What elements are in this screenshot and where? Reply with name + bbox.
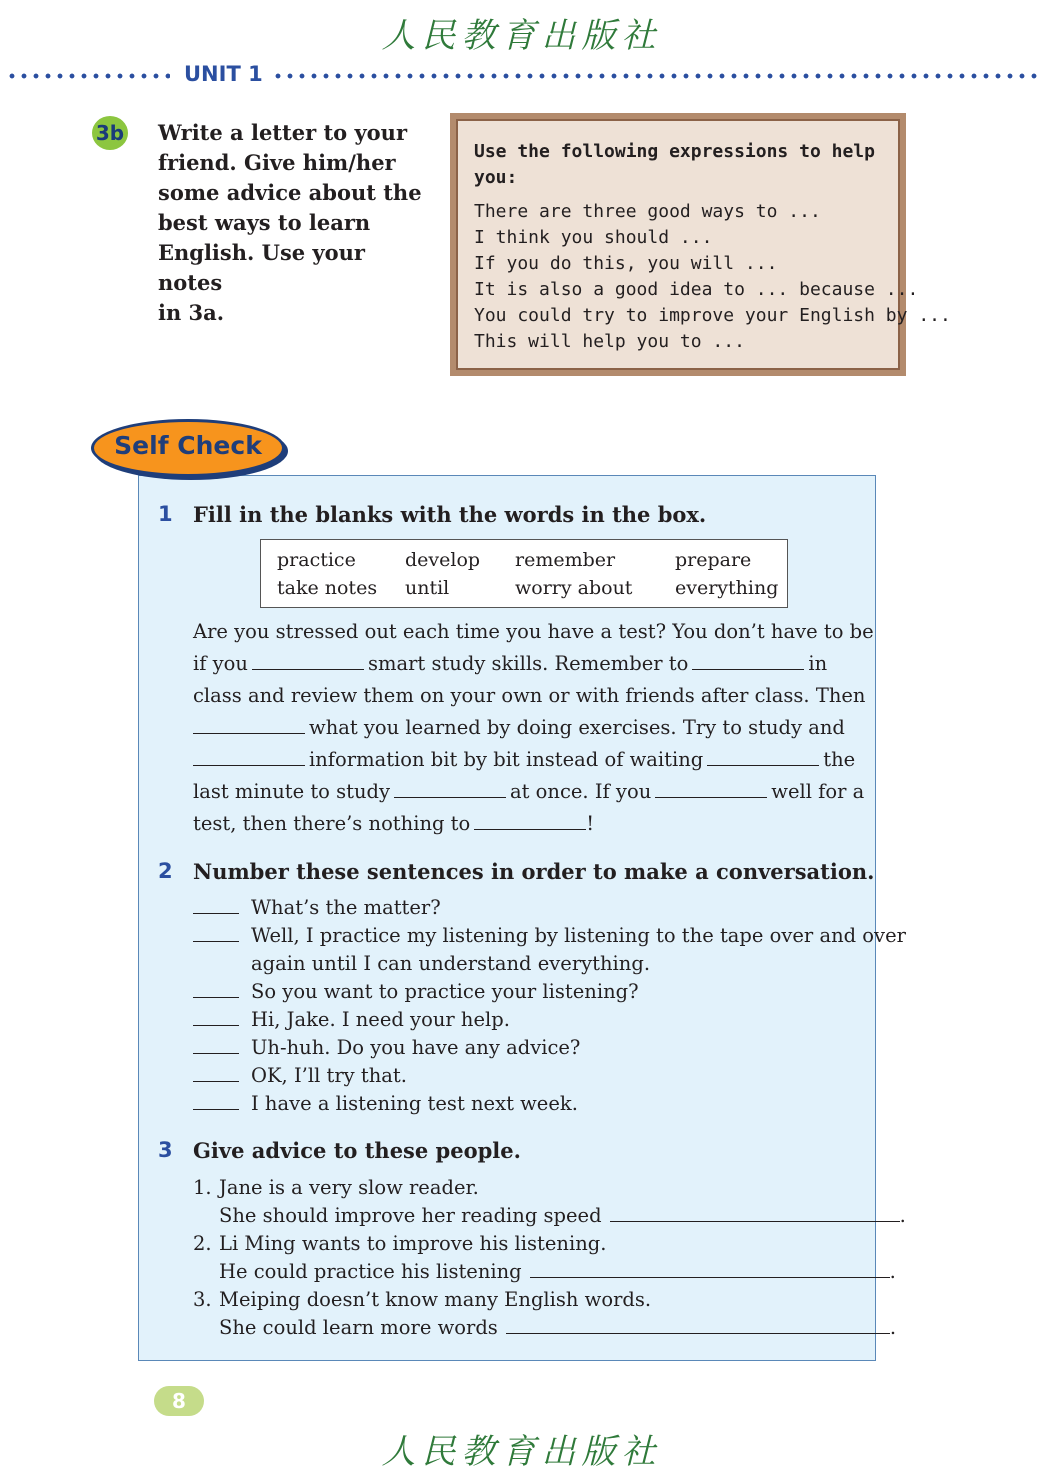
publisher-logo-bottom: 人民教育出版社 <box>381 1432 662 1472</box>
advice-situation: 3. Meiping doesn’t know many English words. <box>193 1288 652 1311</box>
q1-paragraph-line: if you smart study skills. Remember to in <box>193 652 828 675</box>
order-blank[interactable] <box>193 997 239 998</box>
order-blank[interactable] <box>193 1025 239 1026</box>
advice-situation: 2. Li Ming wants to improve his listening. <box>193 1232 607 1255</box>
task-3b-instructions <box>158 118 428 328</box>
word-box <box>260 539 788 608</box>
fill-blank[interactable] <box>394 796 506 798</box>
word-box-word: remember <box>515 549 616 571</box>
fill-blank[interactable] <box>474 828 586 830</box>
conversation-list <box>193 894 906 1118</box>
expressions-box <box>450 113 951 376</box>
order-blank[interactable] <box>193 913 239 914</box>
conversation-item: What’s the matter? <box>193 894 906 922</box>
q1-paragraph-line: what you learned by doing exercises. Try to study and <box>193 716 845 739</box>
unit-bar-dots-right <box>272 72 1037 80</box>
expression-item: This will help you to ... <box>474 331 745 352</box>
expression-item: I think you should ... <box>474 227 713 248</box>
advice-prompt: She could learn more words . <box>219 1316 897 1339</box>
fill-blank[interactable] <box>655 796 767 798</box>
advice-prompt: He could practice his listening . <box>219 1260 896 1283</box>
advice-blank[interactable] <box>530 1277 890 1278</box>
advice-list <box>193 1174 906 1342</box>
advice-prompt: She should improve her reading speed . <box>219 1204 906 1227</box>
q1-paragraph-line: class and review them on your own or with friends after class. Then <box>193 684 866 707</box>
expressions-title <box>474 139 882 191</box>
question-number-3: 3 <box>158 1138 173 1162</box>
expressions-title-line: you: <box>474 167 518 188</box>
q1-paragraph-line: Are you stressed out each time you have a test? You don’t have to be <box>193 620 874 643</box>
order-blank[interactable] <box>193 941 239 942</box>
q1-paragraph-line: test, then there’s nothing to ! <box>193 812 595 835</box>
question-number-1: 1 <box>158 502 173 526</box>
task-3b-line: in 3a. <box>158 300 225 325</box>
order-blank[interactable] <box>193 1109 239 1110</box>
question-instruction-1: Fill in the blanks with the words in the box. <box>193 502 707 527</box>
word-box-word: practice <box>277 549 356 571</box>
conversation-item: I have a listening test next week. <box>193 1090 906 1118</box>
fill-blank[interactable] <box>692 668 804 670</box>
word-box-word: worry about <box>515 577 633 599</box>
fill-blank[interactable] <box>193 732 305 734</box>
self-check-title: Self Check <box>114 431 262 460</box>
expressions-box-inner <box>456 119 951 370</box>
order-blank[interactable] <box>193 1053 239 1054</box>
task-badge-3b: 3b <box>92 116 128 150</box>
advice-situation: 1. Jane is a very slow reader. <box>193 1176 479 1199</box>
conversation-item: Well, I practice my listening by listening to the tape over and over <box>193 922 906 950</box>
expression-item: There are three good ways to ... <box>474 201 821 222</box>
question-instruction-3: Give advice to these people. <box>193 1138 521 1163</box>
fill-blank[interactable] <box>707 764 819 766</box>
word-box-word: prepare <box>675 549 752 571</box>
expression-item: It is also a good idea to ... because ... <box>474 279 919 300</box>
conversation-item: Uh-huh. Do you have any advice? <box>193 1034 906 1062</box>
task-3b-line: some advice about the <box>158 180 422 205</box>
q1-paragraph-line: information bit by bit instead of waiting the <box>193 748 855 771</box>
conversation-item: Hi, Jake. I need your help. <box>193 1006 906 1034</box>
fill-blank[interactable] <box>252 668 364 670</box>
word-box-word: until <box>405 577 450 599</box>
fill-blank[interactable] <box>193 764 305 766</box>
conversation-item: So you want to practice your listening? <box>193 978 906 1006</box>
conversation-item-continued: again until I can understand everything. <box>251 952 651 975</box>
expression-item: You could try to improve your English by ... <box>474 305 951 326</box>
conversation-item: OK, I’ll try that. <box>193 1062 906 1090</box>
unit-bar-dots-left <box>6 72 170 80</box>
expression-item: If you do this, you will ... <box>474 253 778 274</box>
advice-blank[interactable] <box>506 1333 890 1334</box>
publisher-logo-top: 人民教育出版社 <box>381 16 662 56</box>
word-box-word: develop <box>405 549 481 571</box>
question-instruction-2: Number these sentences in order to make a conversation. <box>193 859 875 884</box>
unit-label: UNIT 1 <box>184 62 263 86</box>
task-3b-line: best ways to learn <box>158 210 371 235</box>
advice-blank[interactable] <box>610 1221 900 1222</box>
page-number: 8 <box>154 1386 204 1416</box>
task-3b-line: friend. Give him/her <box>158 150 396 175</box>
expressions-title-line: Use the following expressions to help <box>474 141 875 162</box>
task-3b-line: Write a letter to your <box>158 120 408 145</box>
question-number-2: 2 <box>158 859 173 883</box>
task-3b-line: English. Use your notes <box>158 240 365 295</box>
word-box-word: everything <box>675 577 779 599</box>
order-blank[interactable] <box>193 1081 239 1082</box>
word-box-word: take notes <box>277 577 378 599</box>
q1-paragraph-line: last minute to study at once. If you well for a <box>193 780 865 803</box>
